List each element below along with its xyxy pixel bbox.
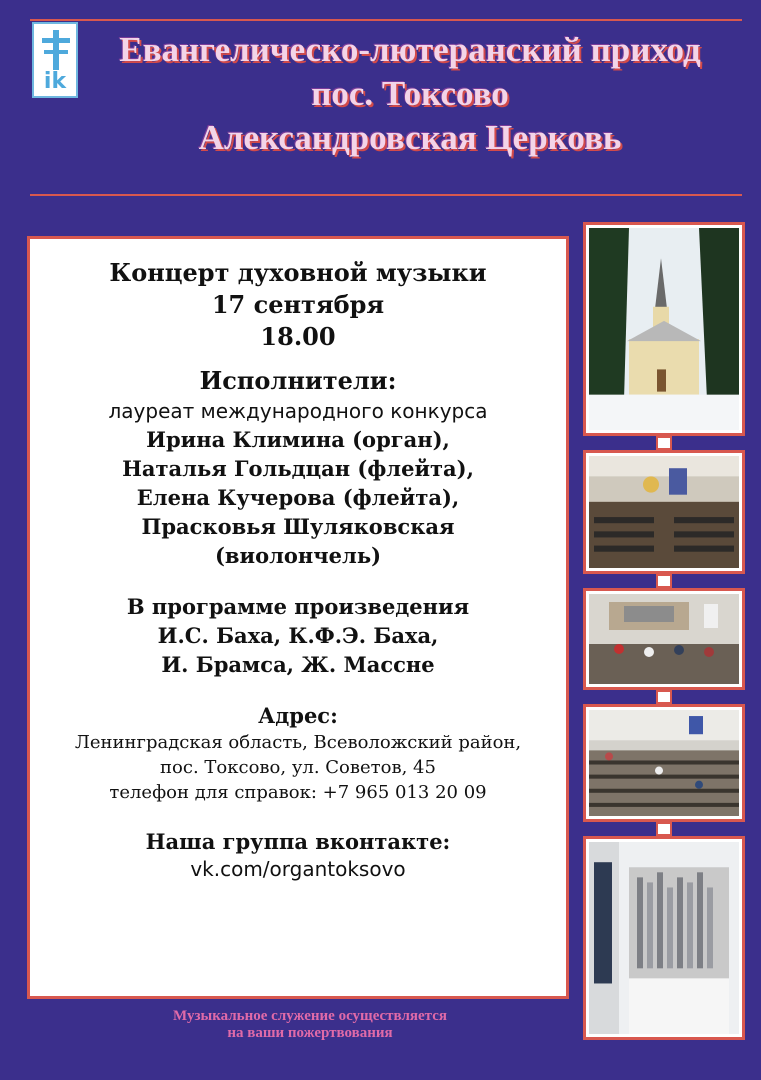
title-line-3: Александровская Церковь bbox=[198, 118, 622, 157]
title-line-2: пос. Токсово bbox=[311, 74, 509, 113]
address-line-1: Ленинградская область, Всеволожский район, bbox=[74, 732, 522, 753]
photo-connector bbox=[656, 436, 672, 450]
social-link[interactable]: vk.com/organtoksovo bbox=[190, 857, 406, 881]
concert-title: Концерт духовной музыки bbox=[109, 258, 487, 287]
performer-2: Наталья Гольдцан (флейта), bbox=[122, 456, 474, 481]
church-interior-photo bbox=[583, 450, 745, 574]
concert-date: 17 сентября bbox=[211, 290, 385, 319]
social-heading: Наша группа вконтакте: bbox=[145, 829, 451, 854]
performers-note: лауреат международного конкурса bbox=[108, 399, 488, 423]
performer-3: Елена Кучерова (флейта), bbox=[136, 485, 460, 510]
photo-connector bbox=[656, 574, 672, 588]
page-title bbox=[90, 28, 730, 160]
donation-line-1: Музыкальное служение осуществляется bbox=[173, 1008, 447, 1024]
church-logo-icon bbox=[32, 22, 78, 98]
header-rule bbox=[30, 194, 742, 196]
photo-connector bbox=[656, 690, 672, 704]
program-line-1: В программе произведения bbox=[126, 594, 470, 619]
donation-note bbox=[90, 1008, 530, 1042]
logo-text: ik bbox=[43, 69, 67, 94]
top-rule bbox=[30, 19, 742, 21]
address-heading: Адрес: bbox=[258, 703, 338, 728]
program-line-3: И. Брамса, Ж. Массне bbox=[161, 652, 435, 677]
info-panel bbox=[27, 236, 569, 999]
church-audience-photo bbox=[583, 704, 745, 822]
organ-photo bbox=[583, 836, 745, 1040]
church-balcony-photo bbox=[583, 588, 745, 690]
title-line-1: Евангелическо-лютеранский приход bbox=[119, 30, 701, 69]
address-phone: телефон для справок: +7 965 013 20 09 bbox=[109, 782, 487, 803]
program-line-2: И.С. Баха, К.Ф.Э. Баха, bbox=[157, 623, 439, 648]
performers-heading: Исполнители: bbox=[199, 366, 397, 395]
performer-4-instrument: (виолончель) bbox=[214, 543, 382, 568]
photo-connector bbox=[656, 822, 672, 836]
performer-4: Прасковья Шуляковская bbox=[141, 514, 455, 539]
performer-1: Ирина Климина (орган), bbox=[146, 427, 450, 452]
address-line-2: пос. Токсово, ул. Советов, 45 bbox=[160, 757, 436, 778]
church-exterior-photo bbox=[583, 222, 745, 436]
donation-line-2: на ваши пожертвования bbox=[227, 1025, 393, 1041]
concert-time: 18.00 bbox=[260, 322, 336, 351]
